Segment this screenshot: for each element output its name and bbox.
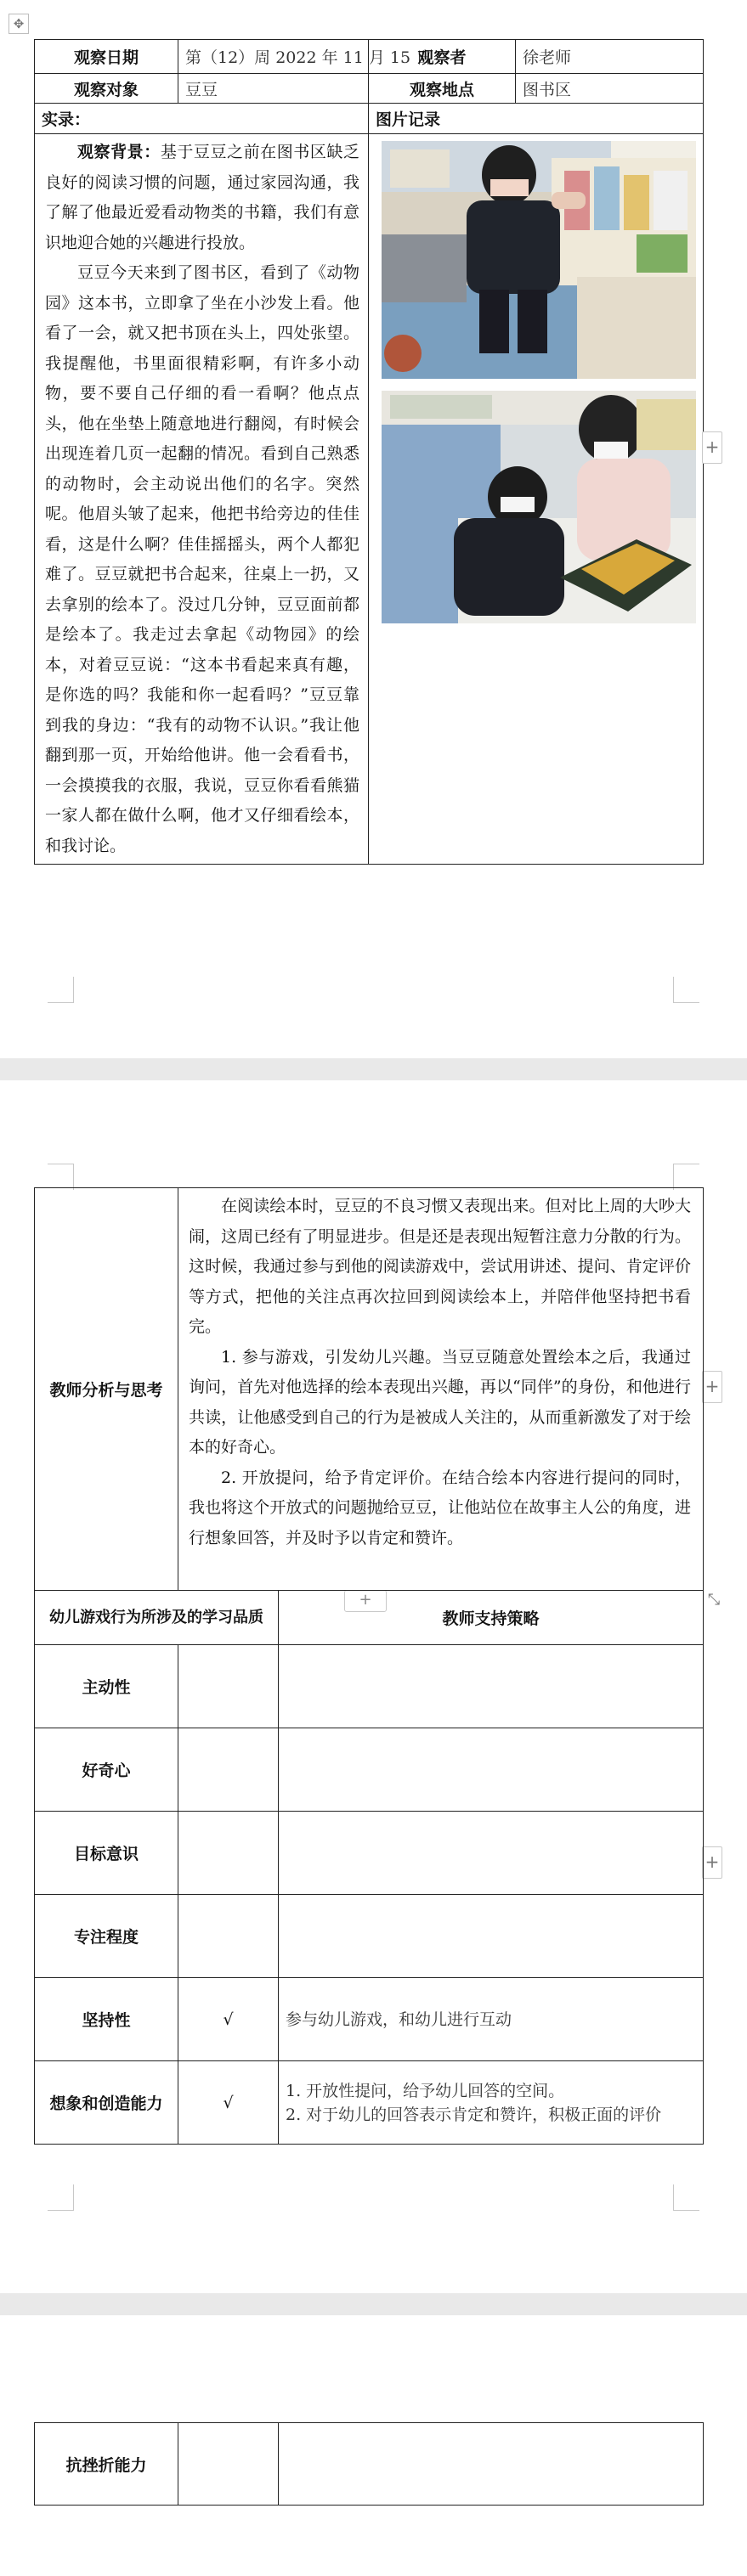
background-text: 基于豆豆之前在图书区缺乏良好的阅读习惯的问题，通过家园沟通，我了解了他最近爱看动物类的书籍，我们有意识地迎合她的兴趣进行投放。: [45, 143, 359, 252]
strategy-cell[interactable]: [279, 2423, 704, 2506]
analysis-paragraph: 2. 开放提问，给予肯定评价。在结合绘本内容进行提问的同时，我也将这个开放式的问题抛给豆豆，让他站位在故事主人公的角度，进行想象回答，并及时予以肯定和赞许。: [189, 1468, 691, 1547]
analysis-table: [34, 1187, 704, 1591]
background-paragraph: [45, 138, 359, 258]
strategy-cell[interactable]: [279, 1895, 704, 1978]
date-label: 观察日期: [35, 40, 178, 74]
record-label: 实录：: [35, 104, 369, 134]
subject-label: 观察对象: [35, 74, 178, 104]
subject-value[interactable]: 豆豆: [178, 74, 369, 104]
quality-name: 主动性: [35, 1645, 178, 1728]
support-header: 教师支持策略: [279, 1591, 704, 1645]
photo-children-reading: [382, 391, 696, 623]
quality-name: 目标意识: [35, 1812, 178, 1895]
table-resize-icon[interactable]: ⤡: [707, 1591, 721, 1609]
strategy-cell[interactable]: [279, 1645, 704, 1728]
quality-check-cell[interactable]: [178, 1645, 279, 1728]
crop-mark: [48, 1164, 74, 1190]
insert-row-plus-icon[interactable]: +: [702, 1846, 722, 1879]
analysis-cell[interactable]: [178, 1188, 704, 1591]
photo-label: 图片记录: [369, 104, 704, 134]
page-separator: [0, 1058, 747, 1080]
page-separator: [0, 2293, 747, 2315]
place-value[interactable]: 图书区: [516, 74, 704, 104]
narrative-paragraph: 豆豆今天来到了图书区，看到了《动物园》这本书，立即拿了坐在小沙发上看。他看了一会，就又把书顶在头上，四处张望。我提醒他，书里面很精彩啊，有许多小动物，要不要自己仔细的看一看啊？他点点头，他在坐垫上随意地进行翻阅，有时候会出现连着几页一起翻的情况。看到自己熟悉的动物时，会主动说出他们的名字。突然呢。他眉头皱了起来，他把书给旁边的佳佳看，这是什么啊？佳佳摇摇头，两个人都犯难了。豆豆就把书合起来，往桌上一扔，又去拿别的绘本了。没过几分钟，豆豆面前都是绘本了。我走过去拿起《动物园》的绘本，对着豆豆说：“这本书看起来真有趣，是你选的吗？我能和你一起看吗？”豆豆靠到我的身边：“我有的动物不认识。”我让他翻到那一页，开始给他讲。他一会看看书，一会摸摸我的衣服，我说，豆豆你看看熊猫一家人都在做什么啊，他才又仔细看绘本，和我讨论。: [45, 263, 359, 855]
strategy-cell[interactable]: [279, 1812, 704, 1895]
insert-row-plus-icon[interactable]: +: [702, 431, 722, 464]
analysis-paragraph: 在阅读绘本时，豆豆的不良习惯又表现出来。但对比上周的大吵大闹，这周已经有了明显进步。但是还是表现出短暂注意力分散的行为。这时候，我通过参与到他的阅读游戏中，尝试用讲述、提问、肯定评价等方式，把他的关注点再次拉回到阅读绘本上，并陪伴他坚持把书看完。: [189, 1197, 691, 1336]
crop-mark: [48, 977, 74, 1003]
quality-name: 好奇心: [35, 1728, 178, 1812]
quality-check-cell[interactable]: [178, 1812, 279, 1895]
analysis-label: 教师分析与思考: [35, 1188, 178, 1591]
quality-name: 想象和创造能力: [35, 2061, 178, 2145]
quality-table: [34, 1590, 704, 2145]
observer-label: 观察者: [369, 40, 516, 74]
quality-check-cell[interactable]: [178, 2423, 279, 2506]
strategy-cell[interactable]: 参与幼儿游戏，和幼儿进行互动: [279, 1978, 704, 2061]
crop-mark: [48, 2184, 74, 2211]
insert-column-plus-icon[interactable]: +: [344, 1590, 387, 1612]
strategy-cell[interactable]: [279, 1728, 704, 1812]
quality-check-cell[interactable]: [178, 1728, 279, 1812]
quality-header: 幼儿游戏行为所涉及的学习品质: [35, 1591, 279, 1645]
place-label: 观察地点: [369, 74, 516, 104]
quality-check-cell[interactable]: [178, 1895, 279, 1978]
table-move-handle-icon[interactable]: ✥: [8, 14, 29, 34]
quality-check-cell[interactable]: √: [178, 1978, 279, 2061]
quality-table-continued: [34, 2422, 704, 2506]
quality-name: 坚持性: [35, 1978, 178, 2061]
strategy-cell[interactable]: 1. 开放性提问，给予幼儿回答的空间。 2. 对于幼儿的回答表示肯定和赞许，积极正面的评价: [279, 2061, 704, 2145]
record-cell[interactable]: [35, 134, 369, 865]
observer-value[interactable]: 徐老师: [516, 40, 704, 74]
crop-mark: [673, 2184, 699, 2211]
date-value[interactable]: 第（12）周 2022 年 11 月 15 日: [178, 40, 369, 74]
insert-row-plus-icon[interactable]: +: [702, 1371, 722, 1403]
crop-mark: [673, 977, 699, 1003]
quality-check-cell[interactable]: √: [178, 2061, 279, 2145]
analysis-paragraph: 1. 参与游戏，引发幼儿兴趣。当豆豆随意处置绘本之后，我通过询问，首先对他选择的绘本表现出兴趣，再以“同伴”的身份，和他进行共读，让他感受到自己的行为是被成人关注的，从而重新激发了对于绘本的好奇心。: [189, 1347, 691, 1457]
photo-child-at-bookshelf: [382, 141, 696, 379]
quality-name: 专注程度: [35, 1895, 178, 1978]
crop-mark: [673, 1164, 699, 1190]
background-title: 观察背景：: [77, 143, 161, 161]
quality-name: 抗挫折能力: [35, 2423, 178, 2506]
